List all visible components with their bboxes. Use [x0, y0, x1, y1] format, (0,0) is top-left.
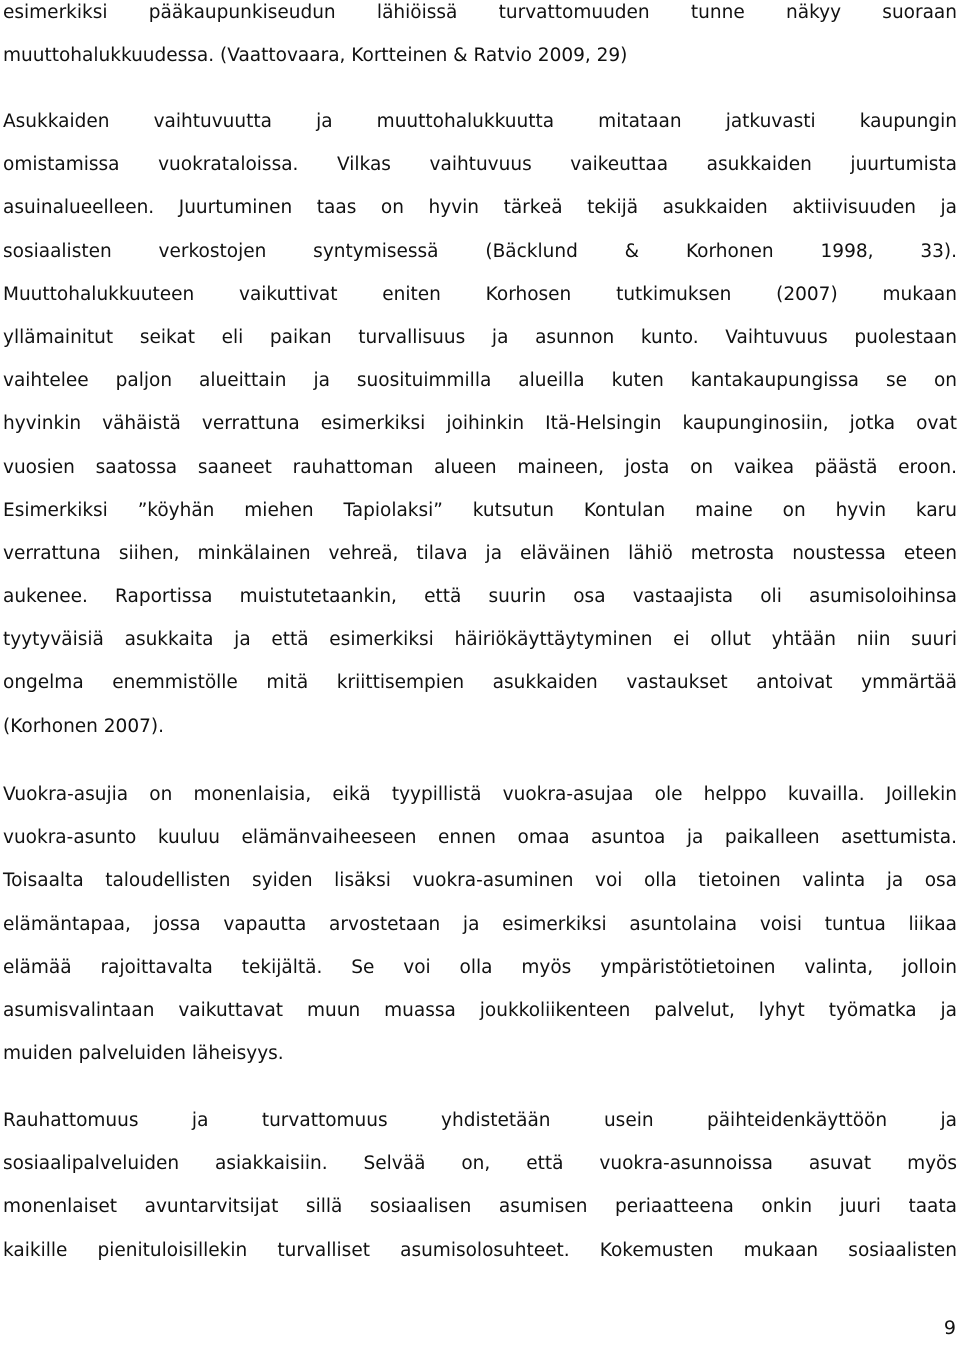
text-line: Vuokra-asujia on monenlaisia, eikä tyypillistä vuokra-asujaa ole helppo kuvailla. Joillekin: [3, 784, 957, 805]
text-line: elämää rajoittavalta tekijältä. Se voi olla myös ympäristötietoinen valinta, jolloin: [3, 956, 957, 978]
paragraph-restlessness: [3, 1099, 957, 1272]
text-line: yllämainitut seikat eli paikan turvallisuus ja asunnon kunto. Vaihtuvuus puolestaan: [3, 326, 957, 348]
text-line: asumisvalintaan vaikuttavat muun muassa joukkoliikenteen palvelut, lyhyt työmatka ja: [3, 999, 957, 1021]
text-line: Asukkaiden vaihtuvuutta ja muuttohalukkuutta mitataan jatkuvasti kaupungin: [3, 111, 957, 132]
text-line: Esimerkiksi ”köyhän miehen Tapiolaksi” kutsutun Kontulan maine on hyvin karu: [3, 499, 957, 521]
paragraph-renters: [3, 773, 957, 1075]
text-line: omistamissa vuokrataloissa. Vilkas vaihtuvuus vaikeuttaa asukkaiden juurtumista: [3, 154, 957, 176]
text-line: muuttohalukkuudessa. (Vaattovaara, Kortteinen & Ratvio 2009, 29): [3, 45, 628, 67]
text-line: elämäntapaa, jossa vapautta arvostetaan ja esimerkiksi asuntolaina voisi tuntua liikaa: [3, 913, 957, 935]
paragraph-resident-turnover: [3, 100, 957, 748]
text-line: vaihtelee paljon alueittain ja suosituimmilla alueilla kuten kantakaupungissa se on: [3, 370, 957, 392]
text-line: Rauhattomuus ja turvattomuus yhdistetään usein päihteidenkäyttöön ja: [3, 1110, 957, 1131]
text-line: verrattuna siihen, minkälainen vehreä, tilava ja eläväinen lähiö metrosta noustessa eteen: [3, 542, 957, 564]
text-line: asuinalueelleen. Juurtuminen taas on hyvin tärkeä tekijä asukkaiden aktiivisuuden ja: [3, 197, 957, 219]
text-line: sosiaalipalveluiden asiakkaisiin. Selvää on, että vuokra-asunnoissa asuvat myös: [3, 1153, 957, 1175]
text-line: muiden palveluiden läheisyys.: [3, 1043, 284, 1065]
text-line: ongelma enemmistölle mitä kriittisempien asukkaiden vastaukset antoivat ymmärtää: [3, 672, 957, 694]
text-line: tyytyväisiä asukkaita ja että esimerkiksi häiriökäyttäytyminen ei ollut yhtään niin suuri: [3, 629, 957, 651]
text-line: (Korhonen 2007).: [3, 715, 164, 737]
text-line: Muuttohalukkuuteen vaikuttivat eniten Korhosen tutkimuksen (2007) mukaan: [3, 283, 957, 305]
text-line: aukenee. Raportissa muistutetaankin, että suurin osa vastaajista oli asumisoloihinsa: [3, 586, 957, 608]
page-number: 9: [943, 1317, 956, 1339]
text-line: kaikille pienituloisillekin turvalliset asumisolosuhteet. Kokemusten mukaan sosiaalisten: [3, 1239, 957, 1261]
text-line: vuokra-asunto kuuluu elämänvaiheeseen ennen omaa asuntoa ja paikalleen asettumista.: [3, 827, 957, 849]
text-line: sosiaalisten verkostojen syntymisessä (Bäcklund & Korhonen 1998, 33).: [3, 240, 957, 262]
text-line: Toisaalta taloudellisten syiden lisäksi vuokra-asuminen voi olla tietoinen valinta ja osa: [3, 870, 957, 892]
text-line: vuosien saatossa saaneet rauhattoman alueen maineen, josta on vaikea päästä eroon.: [3, 456, 957, 478]
text-line: esimerkiksi pääkaupunkiseudun lähiöissä turvattomuuden tunne näkyy suoraan: [3, 2, 957, 23]
text-line: hyvinkin vähäistä verrattuna esimerkiksi joihinkin Itä-Helsingin kaupunginosiin, jotka ovat: [3, 413, 957, 435]
paragraph-continued: [3, 0, 957, 77]
text-line: monenlaiset avuntarvitsijat sillä sosiaalisen asumisen periaatteena onkin juuri taata: [3, 1196, 957, 1218]
